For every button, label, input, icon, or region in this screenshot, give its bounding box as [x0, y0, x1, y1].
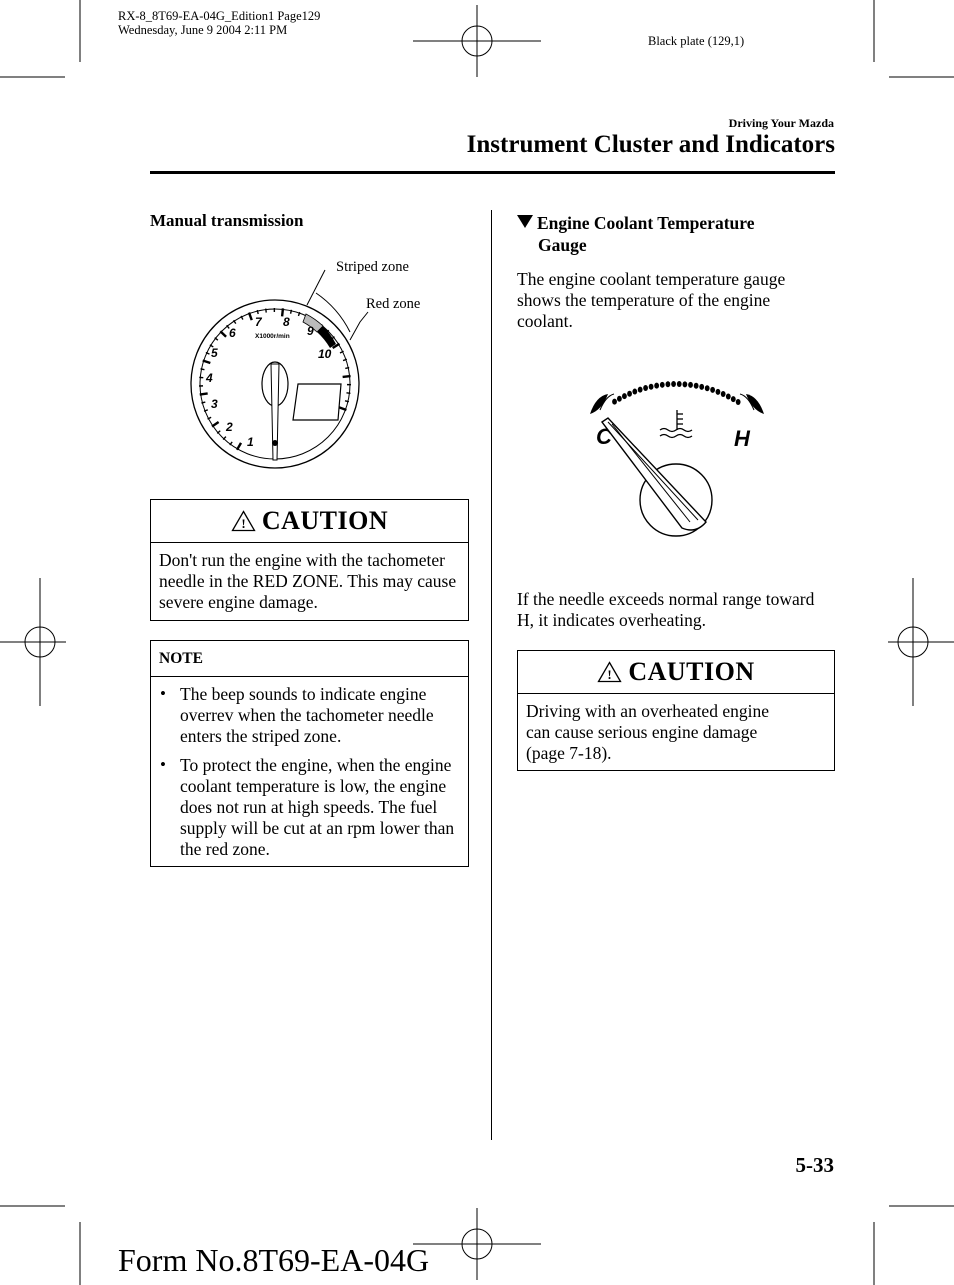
gauge-dot	[654, 383, 659, 389]
title-rule	[150, 171, 835, 174]
gauge-dot	[649, 384, 654, 390]
gauge-dot	[666, 381, 671, 387]
gauge-dot	[731, 396, 736, 402]
tach-tick	[343, 376, 351, 377]
gauge-dot	[710, 387, 715, 393]
tach-unit-label: X1000r/min	[255, 333, 290, 340]
gauge-dot	[612, 399, 617, 405]
gauge-dot	[682, 381, 687, 387]
tach-num-4: 4	[206, 371, 213, 385]
coolant-gauge-figure	[578, 372, 778, 544]
tach-num-6: 6	[229, 326, 236, 340]
section-triangle-icon	[517, 215, 533, 228]
note-item: • The beep sounds to indicate engine overrev when the tachometer needle enters the striped zone.	[151, 684, 462, 746]
form-number: Form No.8T69-EA-04G	[118, 1242, 430, 1278]
gauge-dot	[705, 385, 710, 391]
gauge-dot	[694, 383, 699, 389]
coolant-description: The engine coolant temperature gauge shows the temperature of the engine coolant.	[517, 269, 786, 331]
note-title: NOTE	[159, 649, 203, 667]
gauge-dot	[638, 387, 643, 393]
gauge-dot	[736, 399, 741, 405]
gauge-dot	[699, 384, 704, 390]
heading-line2: Gauge	[538, 235, 587, 255]
column-divider	[491, 210, 492, 1140]
caution-box-tachometer	[150, 499, 469, 621]
caution-title: CAUTION	[261, 506, 389, 535]
heading-line1: Engine Coolant Temperature	[537, 213, 755, 233]
caution-body: Don't run the engine with the tachometer needle in the RED ZONE. This may cause severe engine damage.	[159, 550, 457, 612]
gauge-cold-label: C	[596, 424, 612, 449]
overheating-description: If the needle exceeds normal range toward H, it indicates overheating.	[517, 589, 815, 630]
manual-transmission-subtitle: Manual transmission	[150, 211, 304, 230]
gauge-hot-label: H	[734, 426, 750, 451]
tach-num-10: 10	[318, 347, 332, 361]
gauge-dot	[643, 385, 648, 391]
tach-tick	[200, 393, 208, 394]
tach-num-1: 1	[247, 435, 254, 449]
gauge-dot	[627, 391, 632, 397]
tach-num-9: 9	[307, 324, 314, 338]
gauge-dot	[622, 393, 627, 399]
tach-num-3: 3	[211, 397, 218, 411]
note-list	[151, 677, 468, 859]
gauge-dot	[721, 391, 726, 397]
gauge-dot	[617, 396, 622, 402]
gauge-dot	[677, 381, 682, 387]
thermometer-icon	[660, 410, 692, 438]
tach-num-7: 7	[255, 315, 262, 329]
gauge-dot	[671, 381, 676, 387]
tach-tick	[257, 310, 258, 314]
note-box	[150, 640, 469, 867]
tach-num-8: 8	[283, 315, 290, 329]
print-header-plate: Black plate (129,1)	[648, 34, 745, 48]
tach-num-5: 5	[211, 346, 218, 360]
tach-tick	[345, 368, 349, 369]
caution-header	[151, 500, 468, 543]
tach-tick	[291, 310, 292, 314]
caution-body: Driving with an overheated engine can cause serious engine damage (page 7-18).	[526, 701, 769, 763]
tach-tick	[201, 402, 205, 403]
caution-box-overheat	[517, 650, 835, 771]
page-number: 5-33	[795, 1153, 834, 1177]
gauge-dot	[660, 382, 665, 388]
print-header-line2: Wednesday, June 9 2004 2:11 PM	[118, 23, 288, 37]
gauge-dot	[716, 389, 721, 395]
svg-text:!: !	[607, 667, 613, 682]
caution-title: CAUTION	[628, 657, 755, 686]
note-item: • To protect the engine, when the engine coolant temperature is low, the engine does not run at high speeds. The fuel supply will be cut at an rpm lower than the red zone.	[151, 755, 462, 859]
warning-triangle-icon	[597, 661, 622, 683]
gauge-dot	[632, 389, 637, 395]
note-header	[151, 641, 468, 677]
chapter-label: Driving Your Mazda	[728, 116, 834, 130]
tach-tick	[201, 369, 205, 370]
red-zone-label: Red zone	[366, 296, 421, 312]
coolant-gauge-heading	[517, 212, 835, 256]
caution-header	[518, 651, 834, 694]
tach-tick	[345, 401, 349, 402]
warning-triangle-icon	[231, 510, 256, 532]
print-header-line1: RX-8_8T69-EA-04G_Edition1 Page129	[118, 9, 321, 23]
svg-text:!: !	[241, 516, 246, 531]
gauge-dot	[726, 393, 731, 399]
striped-zone-label: Striped zone	[336, 259, 409, 275]
tach-num-2: 2	[226, 420, 233, 434]
page-title: Instrument Cluster and Indicators	[466, 131, 835, 158]
gauge-dot	[688, 382, 693, 388]
tachometer-figure	[180, 260, 380, 475]
